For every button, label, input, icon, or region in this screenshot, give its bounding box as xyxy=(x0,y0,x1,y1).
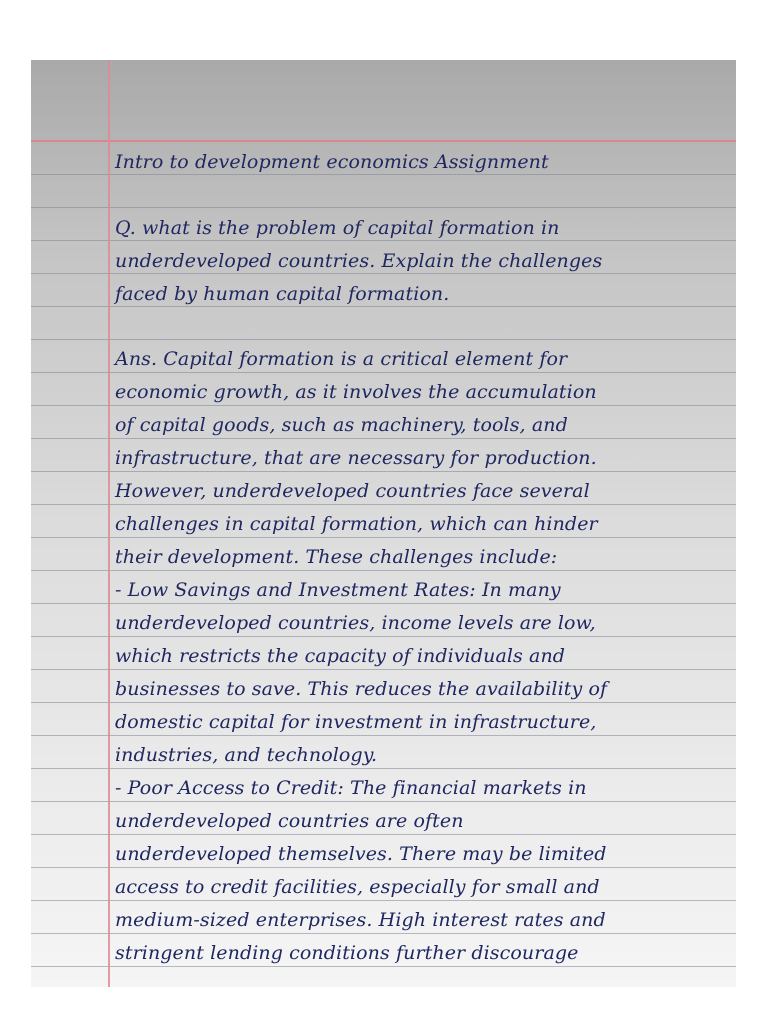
header-rule xyxy=(31,140,736,142)
answer-line: industries, and technology. xyxy=(115,744,378,766)
answer-line: challenges in capital formation, which can hinder xyxy=(115,513,598,535)
answer-line: - Poor Access to Credit: The financial markets in xyxy=(115,777,587,799)
answer-line: infrastructure, that are necessary for production. xyxy=(115,447,597,469)
answer-line: underdeveloped countries are often xyxy=(115,810,464,832)
answer-line: of capital goods, such as machinery, tools, and xyxy=(115,414,568,436)
answer-line: - Low Savings and Investment Rates: In many xyxy=(115,579,561,601)
notebook-page xyxy=(31,60,736,987)
answer-line: which restricts the capacity of individuals and xyxy=(115,645,566,667)
question-line: underdeveloped countries. Explain the challenges xyxy=(115,250,603,272)
answer-line: Ans. Capital formation is a critical element for xyxy=(115,348,568,370)
answer-line: businesses to save. This reduces the availability of xyxy=(115,678,608,700)
answer-line: domestic capital for investment in infrastructure, xyxy=(115,711,597,733)
answer-line: underdeveloped countries, income levels are low, xyxy=(115,612,596,634)
ruled-line xyxy=(31,339,736,340)
answer-line: However, underdeveloped countries face several xyxy=(115,480,590,502)
question-line: faced by human capital formation. xyxy=(115,283,450,305)
ruled-line xyxy=(31,207,736,208)
answer-line: economic growth, as it involves the accumulation xyxy=(115,381,597,403)
answer-line: medium-sized enterprises. High interest rates and xyxy=(115,909,606,931)
assignment-title: Intro to development economics Assignment xyxy=(115,151,549,173)
answer-line: access to credit facilities, especially for small and xyxy=(115,876,600,898)
margin-line xyxy=(108,60,110,987)
question-line: Q. what is the problem of capital formation in xyxy=(115,217,560,239)
answer-line: stringent lending conditions further discourage xyxy=(115,942,579,964)
answer-line: their development. These challenges include: xyxy=(115,546,558,568)
answer-line: underdeveloped themselves. There may be limited xyxy=(115,843,607,865)
